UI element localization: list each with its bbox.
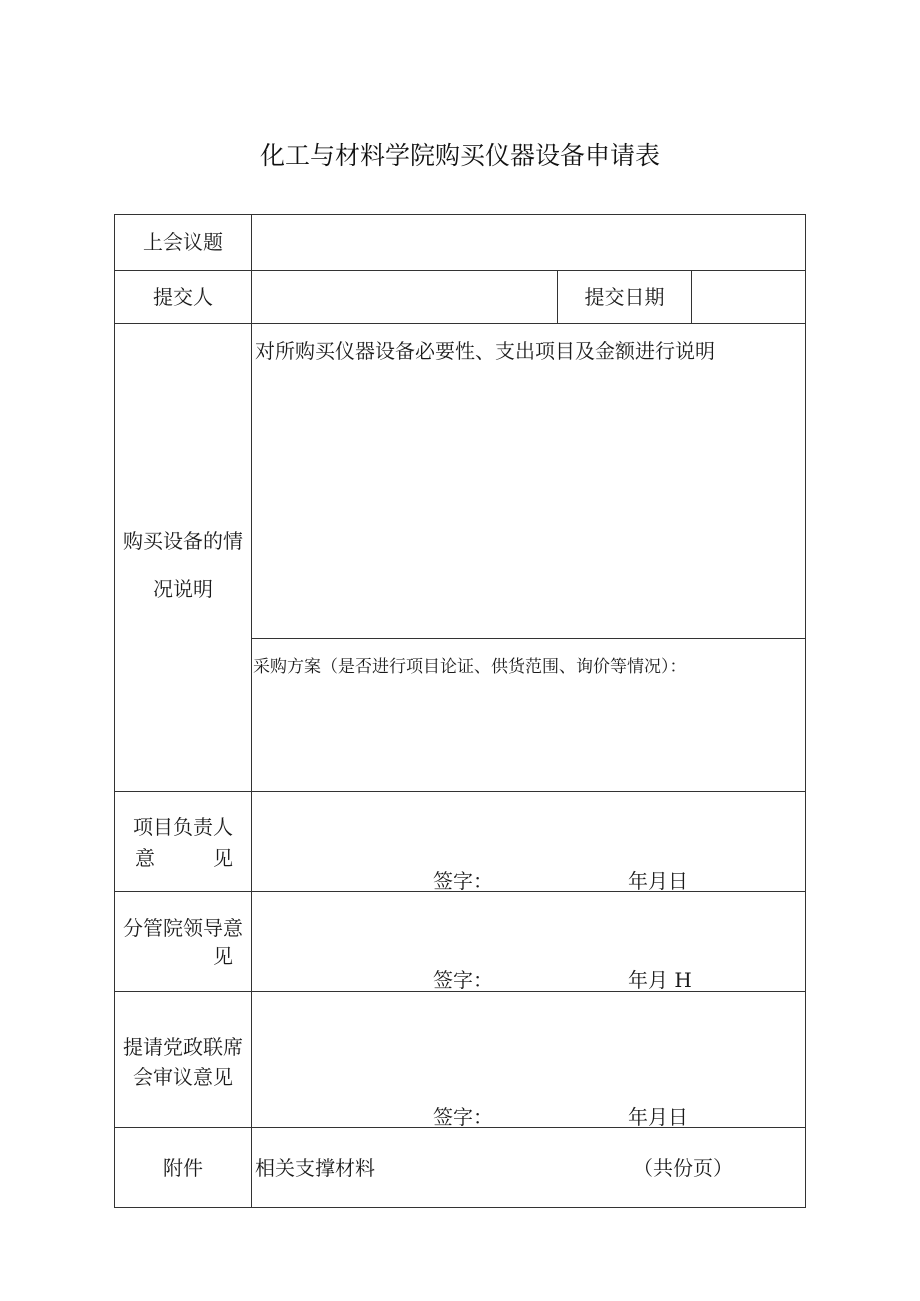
application-form — [114, 214, 806, 1208]
date-label: 年月日 — [628, 869, 688, 893]
necessity-field[interactable] — [252, 365, 805, 637]
submitter-field[interactable] — [252, 271, 557, 323]
signature-label: 签字： — [433, 869, 493, 893]
submit-date-label: 提交日期 — [584, 285, 665, 309]
signature-label: 签字： — [433, 968, 493, 992]
date-label: 年月日 — [628, 1105, 688, 1129]
necessity-prompt: 对所购买仪器设备必要性、支出项目及金额进行说明 — [255, 339, 715, 363]
joint-meeting-label-line2: 会审议意见 — [133, 1065, 233, 1089]
project-leader-label-line2-a: 意 — [135, 846, 155, 870]
attachment-pages: （共份页） — [633, 1156, 733, 1180]
project-leader-label-line2-b: 见 — [213, 846, 233, 870]
dept-leader-label-line2: 见 — [213, 944, 233, 968]
page-title: 化工与材料学院购买仪器设备申请表 — [259, 141, 660, 170]
submitter-label: 提交人 — [153, 285, 213, 309]
meeting-topic-label: 上会议题 — [143, 230, 223, 254]
purchase-label-line1: 购买设备的情 — [123, 529, 243, 553]
row-divider — [115, 323, 805, 324]
purchase-label-line2: 况说明 — [153, 577, 213, 601]
signature-label: 签字： — [433, 1105, 493, 1129]
meeting-topic-field[interactable] — [252, 215, 805, 270]
submit-date-field[interactable] — [692, 271, 805, 323]
row-divider — [115, 791, 805, 792]
joint-meeting-label-line1: 提请党政联席 — [123, 1035, 243, 1059]
date-label: 年月 H — [628, 968, 692, 992]
row-divider — [252, 638, 805, 639]
dept-leader-label-line1: 分管院领导意 — [123, 916, 243, 940]
attachment-content: 相关支撑材料 — [255, 1156, 375, 1180]
attachment-label: 附件 — [163, 1156, 203, 1180]
procurement-field[interactable] — [252, 681, 805, 791]
project-leader-label-line1: 项目负责人 — [133, 815, 233, 839]
procurement-prompt: 采购方案（是否进行项目论证、供货范围、询价等情况）： — [253, 657, 687, 677]
